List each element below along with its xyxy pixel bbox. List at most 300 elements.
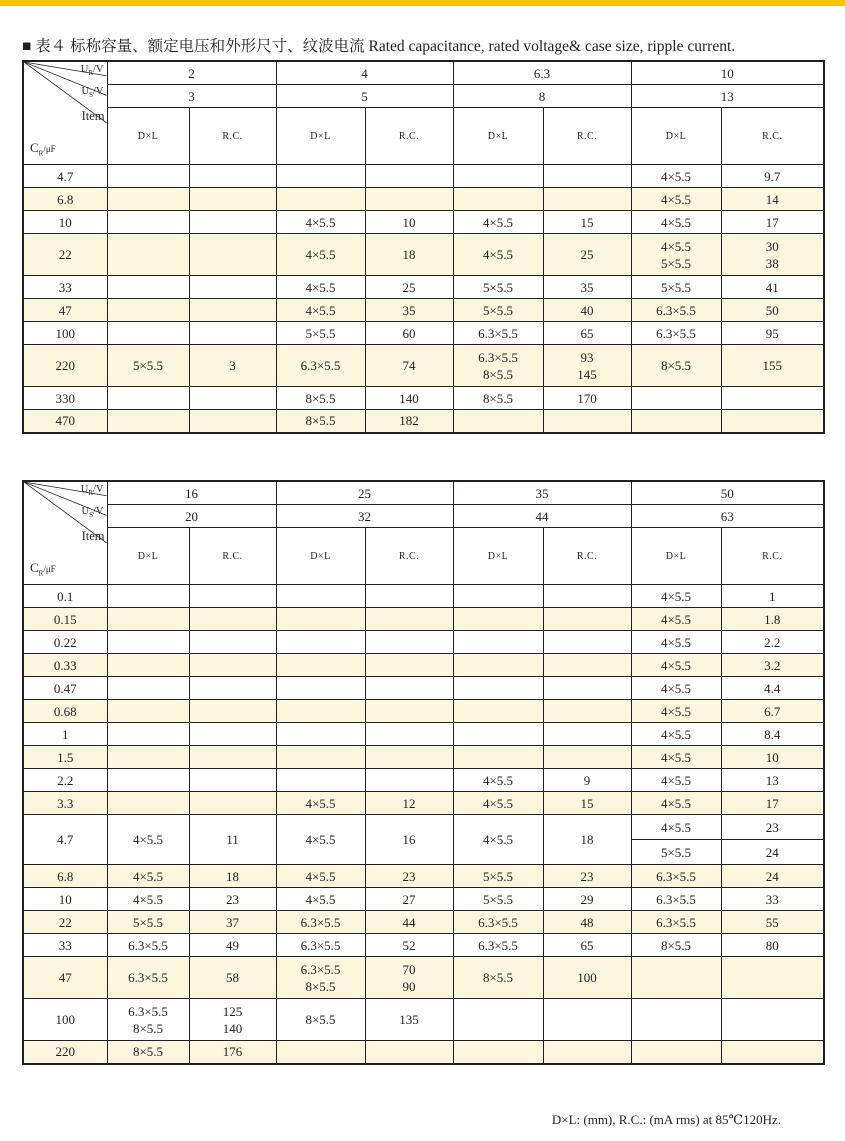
- case-size-cell: 4×5.5: [276, 276, 365, 299]
- surge-voltage-value: 44: [453, 505, 631, 528]
- case-size-cell: 5×5.5: [107, 345, 189, 387]
- ripple-current-cell: [365, 188, 453, 211]
- rated-voltage-value: 50: [631, 481, 824, 505]
- ripple-current-cell: [189, 165, 276, 188]
- table-row: [23, 631, 824, 654]
- capacitance-cell: 10: [23, 211, 107, 234]
- case-size-cell: [107, 769, 189, 792]
- surge-voltage-value: 13: [631, 85, 824, 108]
- case-size-cell: [107, 387, 189, 410]
- case-size-cell: [107, 792, 189, 815]
- ripple-current-cell: 44: [365, 911, 453, 934]
- table-row: [23, 165, 824, 188]
- ripple-current-cell: [543, 410, 631, 433]
- ripple-current-cell: [189, 654, 276, 677]
- ripple-current-cell: [543, 631, 631, 654]
- ripple-current-cell: 55: [721, 911, 824, 934]
- capacitance-cell: 0.15: [23, 608, 107, 631]
- case-size-cell: [453, 188, 543, 211]
- ripple-current-cell: 27: [365, 888, 453, 911]
- ripple-current-cell: 17: [721, 792, 824, 815]
- case-size-cell: 4×5.5: [453, 815, 543, 865]
- ripple-current-cell: 18: [365, 234, 453, 276]
- case-size-cell: 4×5.5: [631, 746, 721, 769]
- column-header-dl: D×L: [107, 528, 189, 585]
- case-size-cell: [276, 188, 365, 211]
- capacitance-cell: 0.47: [23, 677, 107, 700]
- case-size-cell: 4×5.5: [631, 608, 721, 631]
- capacitance-cell: 0.1: [23, 585, 107, 608]
- ripple-current-cell: 23: [189, 888, 276, 911]
- case-size-cell: 6.3×5.5: [453, 934, 543, 957]
- ripple-current-cell: [189, 792, 276, 815]
- capacitance-cell: 22: [23, 911, 107, 934]
- case-size-cell: 5×5.5: [631, 276, 721, 299]
- column-header-dl: D×L: [453, 108, 543, 165]
- case-size-cell: 6.3×5.5: [276, 911, 365, 934]
- case-size-cell: 4×5.5: [453, 211, 543, 234]
- case-size-cell: [107, 700, 189, 723]
- case-size-cell: [107, 608, 189, 631]
- column-header-dl: D×L: [276, 108, 365, 165]
- column-header-rc: R.C.: [721, 528, 824, 585]
- ripple-current-cell: 24: [721, 840, 824, 865]
- ripple-current-cell: 11: [189, 815, 276, 865]
- table-row: [23, 276, 824, 299]
- capacitance-cell: 10: [23, 888, 107, 911]
- capacitance-label: $C_R/\mu F$: [30, 140, 56, 158]
- ripple-current-cell: 25: [365, 276, 453, 299]
- ripple-current-cell: [189, 677, 276, 700]
- table-row: [23, 345, 824, 387]
- table-row: [23, 322, 824, 345]
- rated-voltage-label: $U_R/V$: [80, 484, 104, 498]
- ripple-current-cell: 4.4: [721, 677, 824, 700]
- ripple-current-cell: [189, 631, 276, 654]
- case-size-cell: [276, 746, 365, 769]
- case-size-cell: 6.3×5.5: [453, 322, 543, 345]
- ripple-current-cell: [721, 957, 824, 999]
- case-size-cell: [631, 387, 721, 410]
- capacitance-table-2: [22, 480, 825, 1065]
- top-accent-bar: [0, 0, 845, 6]
- case-size-cell: [631, 957, 721, 999]
- ripple-current-cell: [721, 410, 824, 433]
- case-size-cell: 6.3×5.5: [107, 934, 189, 957]
- footnote: D×L: (mm), R.C.: (mA rms) at 85℃120Hz.: [551, 1112, 781, 1127]
- rated-voltage-value: 6.3: [453, 61, 631, 85]
- case-size-cell: [631, 1041, 721, 1064]
- capacitance-cell: 1.5: [23, 746, 107, 769]
- ripple-current-cell: 58: [189, 957, 276, 999]
- case-size-cell: [107, 165, 189, 188]
- case-size-cell: [107, 723, 189, 746]
- ripple-current-cell: 140: [365, 387, 453, 410]
- capacitance-cell: 47: [23, 299, 107, 322]
- ripple-current-cell: [189, 234, 276, 276]
- column-header-dl: D×L: [276, 528, 365, 585]
- column-header-dl: D×L: [631, 108, 721, 165]
- ripple-current-cell: [365, 769, 453, 792]
- case-size-cell: 8×5.5: [107, 1041, 189, 1064]
- table-title: ■ 表４ 标称容量、额定电压和外形尺寸、纹波电流 Rated capacitance, rated voltage& case size, ripple current.: [22, 38, 736, 55]
- rated-voltage-value: 10: [631, 61, 824, 85]
- ripple-current-cell: 35: [365, 299, 453, 322]
- ripple-current-cell: 9.7: [721, 165, 824, 188]
- column-header-rc: R.C.: [543, 528, 631, 585]
- case-size-cell: 5×5.5: [453, 276, 543, 299]
- ripple-current-cell: 25: [543, 234, 631, 276]
- capacitance-cell: 1: [23, 723, 107, 746]
- case-size-cell: 4×5.5: [107, 815, 189, 865]
- ripple-current-cell: [543, 608, 631, 631]
- case-size-cell: [631, 999, 721, 1041]
- capacitance-cell: 100: [23, 999, 107, 1041]
- capacitance-table-1: [22, 60, 825, 434]
- ripple-current-cell: 65: [543, 322, 631, 345]
- ripple-current-cell: 74: [365, 345, 453, 387]
- ripple-current-cell: 6.7: [721, 700, 824, 723]
- ripple-current-cell: 60: [365, 322, 453, 345]
- ripple-current-cell: 1.8: [721, 608, 824, 631]
- surge-voltage-label: $U_S/V$: [81, 506, 104, 520]
- case-size-cell: [276, 723, 365, 746]
- ripple-current-cell: 125 140: [189, 999, 276, 1041]
- case-size-cell: 6.3×5.5: [276, 345, 365, 387]
- ripple-current-cell: [543, 723, 631, 746]
- ripple-current-cell: [365, 746, 453, 769]
- ripple-current-cell: [543, 165, 631, 188]
- case-size-cell: [107, 585, 189, 608]
- table-row: [23, 911, 824, 934]
- case-size-cell: [453, 677, 543, 700]
- case-size-cell: 5×5.5: [631, 840, 721, 865]
- table-row: [23, 410, 824, 433]
- case-size-cell: 5×5.5: [276, 322, 365, 345]
- table-row: [23, 934, 824, 957]
- case-size-cell: 8×5.5: [631, 345, 721, 387]
- capacitance-cell: 3.3: [23, 792, 107, 815]
- ripple-current-cell: [189, 608, 276, 631]
- table-row: [23, 1041, 824, 1064]
- case-size-cell: [107, 322, 189, 345]
- ripple-current-cell: 41: [721, 276, 824, 299]
- case-size-cell: 4×5.5: [107, 888, 189, 911]
- case-size-cell: [453, 1041, 543, 1064]
- ripple-current-cell: [543, 746, 631, 769]
- case-size-cell: 4×5.5: [631, 188, 721, 211]
- column-header-dl: D×L: [453, 528, 543, 585]
- ripple-current-cell: [189, 723, 276, 746]
- ripple-current-cell: 170: [543, 387, 631, 410]
- capacitance-cell: 220: [23, 345, 107, 387]
- case-size-cell: [453, 410, 543, 433]
- surge-voltage-value: 20: [107, 505, 276, 528]
- ripple-current-cell: 100: [543, 957, 631, 999]
- ripple-current-cell: 135: [365, 999, 453, 1041]
- capacitance-cell: 33: [23, 934, 107, 957]
- case-size-cell: 8×5.5: [631, 934, 721, 957]
- capacitance-cell: 330: [23, 387, 107, 410]
- ripple-current-cell: [365, 723, 453, 746]
- capacitance-cell: 470: [23, 410, 107, 433]
- ripple-current-cell: [189, 410, 276, 433]
- table-row: [23, 387, 824, 410]
- ripple-current-cell: [543, 1041, 631, 1064]
- case-size-cell: 4×5.5: [631, 723, 721, 746]
- header-diagonal-cell: [23, 61, 107, 165]
- case-size-cell: [276, 631, 365, 654]
- case-size-cell: 4×5.5: [453, 792, 543, 815]
- ripple-current-cell: 15: [543, 211, 631, 234]
- ripple-current-cell: 48: [543, 911, 631, 934]
- rated-voltage-value: 2: [107, 61, 276, 85]
- ripple-current-cell: [189, 387, 276, 410]
- surge-voltage-value: 3: [107, 85, 276, 108]
- capacitance-cell: 100: [23, 322, 107, 345]
- ripple-current-cell: 182: [365, 410, 453, 433]
- ripple-current-cell: [365, 1041, 453, 1064]
- case-size-cell: 4×5.5: [631, 700, 721, 723]
- case-size-cell: [107, 631, 189, 654]
- case-size-cell: [107, 677, 189, 700]
- ripple-current-cell: [543, 654, 631, 677]
- capacitance-cell: 220: [23, 1041, 107, 1064]
- case-size-cell: 6.3×5.5: [631, 888, 721, 911]
- table-row: [23, 723, 824, 746]
- ripple-current-cell: [189, 585, 276, 608]
- case-size-cell: 6.3×5.5: [453, 911, 543, 934]
- case-size-cell: 5×5.5: [453, 865, 543, 888]
- ripple-current-cell: [365, 654, 453, 677]
- table-row: [23, 211, 824, 234]
- ripple-current-cell: 33: [721, 888, 824, 911]
- case-size-cell: [453, 746, 543, 769]
- ripple-current-cell: 10: [721, 746, 824, 769]
- case-size-cell: 4×5.5: [276, 211, 365, 234]
- capacitance-cell: 0.68: [23, 700, 107, 723]
- ripple-current-cell: 23: [543, 865, 631, 888]
- ripple-current-cell: 35: [543, 276, 631, 299]
- case-size-cell: [453, 999, 543, 1041]
- table-row: [23, 299, 824, 322]
- ripple-current-cell: [189, 700, 276, 723]
- column-header-rc: R.C.: [189, 528, 276, 585]
- item-label: Item: [81, 109, 105, 123]
- case-size-cell: 4×5.5: [276, 865, 365, 888]
- column-header-rc: R.C.: [189, 108, 276, 165]
- ripple-current-cell: 18: [543, 815, 631, 865]
- case-size-cell: [453, 631, 543, 654]
- case-size-cell: [276, 654, 365, 677]
- ripple-current-cell: [543, 999, 631, 1041]
- case-size-cell: 4×5.5: [276, 792, 365, 815]
- case-size-cell: [107, 234, 189, 276]
- surge-voltage-value: 32: [276, 505, 453, 528]
- case-size-cell: 4×5.5: [107, 865, 189, 888]
- case-size-cell: 4×5.5: [276, 815, 365, 865]
- ripple-current-cell: 155: [721, 345, 824, 387]
- ripple-current-cell: 12: [365, 792, 453, 815]
- case-size-cell: 6.3×5.5: [107, 957, 189, 999]
- table-row: [23, 188, 824, 211]
- ripple-current-cell: 2.2: [721, 631, 824, 654]
- surge-voltage-label: $U_S/V$: [81, 86, 104, 100]
- case-size-cell: 6.3×5.5: [631, 911, 721, 934]
- case-size-cell: [107, 746, 189, 769]
- ripple-current-cell: [365, 165, 453, 188]
- case-size-cell: 8×5.5: [453, 387, 543, 410]
- column-header-rc: R.C.: [365, 108, 453, 165]
- case-size-cell: 6.3×5.5: [631, 865, 721, 888]
- column-header-rc: R.C.: [543, 108, 631, 165]
- ripple-current-cell: [189, 276, 276, 299]
- case-size-cell: [107, 299, 189, 322]
- table-row: [23, 654, 824, 677]
- ripple-current-cell: [543, 700, 631, 723]
- ripple-current-cell: [189, 769, 276, 792]
- ripple-current-cell: 8.4: [721, 723, 824, 746]
- case-size-cell: 8×5.5: [276, 999, 365, 1041]
- column-header-rc: R.C.: [721, 108, 824, 165]
- table-row: [23, 608, 824, 631]
- case-size-cell: [107, 410, 189, 433]
- ripple-current-cell: 95: [721, 322, 824, 345]
- case-size-cell: 6.3×5.5 8×5.5: [276, 957, 365, 999]
- case-size-cell: [453, 585, 543, 608]
- ripple-current-cell: 176: [189, 1041, 276, 1064]
- ripple-current-cell: [189, 746, 276, 769]
- ripple-current-cell: 93 145: [543, 345, 631, 387]
- table-row: [23, 677, 824, 700]
- ripple-current-cell: 52: [365, 934, 453, 957]
- table-row: [23, 234, 824, 276]
- table-row: [23, 700, 824, 723]
- capacitance-label: $C_R/\mu F$: [30, 560, 56, 578]
- table-row: [23, 865, 824, 888]
- table-row: [23, 815, 824, 840]
- ripple-current-cell: [365, 700, 453, 723]
- case-size-cell: 4×5.5: [631, 815, 721, 840]
- header-diagonal-cell: [23, 481, 107, 585]
- ripple-current-cell: [189, 322, 276, 345]
- rated-voltage-value: 35: [453, 481, 631, 505]
- capacitance-cell: 47: [23, 957, 107, 999]
- case-size-cell: [453, 723, 543, 746]
- surge-voltage-value: 8: [453, 85, 631, 108]
- case-size-cell: 4×5.5: [631, 654, 721, 677]
- case-size-cell: 6.3×5.5 8×5.5: [453, 345, 543, 387]
- ripple-current-cell: [721, 387, 824, 410]
- ripple-current-cell: 29: [543, 888, 631, 911]
- ripple-current-cell: 18: [189, 865, 276, 888]
- case-size-cell: 8×5.5: [276, 410, 365, 433]
- case-size-cell: 4×5.5: [631, 769, 721, 792]
- capacitance-cell: 2.2: [23, 769, 107, 792]
- ripple-current-cell: [189, 188, 276, 211]
- ripple-current-cell: [543, 585, 631, 608]
- ripple-current-cell: [721, 999, 824, 1041]
- ripple-current-cell: 40: [543, 299, 631, 322]
- capacitance-cell: 33: [23, 276, 107, 299]
- ripple-current-cell: [365, 631, 453, 654]
- ripple-current-cell: 3: [189, 345, 276, 387]
- case-size-cell: [276, 165, 365, 188]
- ripple-current-cell: 65: [543, 934, 631, 957]
- capacitance-cell: 22: [23, 234, 107, 276]
- case-size-cell: 6.3×5.5: [631, 299, 721, 322]
- case-size-cell: 4×5.5: [631, 165, 721, 188]
- case-size-cell: 6.3×5.5: [631, 322, 721, 345]
- table-row: [23, 957, 824, 999]
- column-header-dl: D×L: [631, 528, 721, 585]
- ripple-current-cell: 14: [721, 188, 824, 211]
- ripple-current-cell: 10: [365, 211, 453, 234]
- ripple-current-cell: [721, 1041, 824, 1064]
- ripple-current-cell: 49: [189, 934, 276, 957]
- case-size-cell: [107, 188, 189, 211]
- case-size-cell: [453, 608, 543, 631]
- case-size-cell: 4×5.5: [631, 211, 721, 234]
- table-row: [23, 746, 824, 769]
- case-size-cell: 4×5.5 5×5.5: [631, 234, 721, 276]
- case-size-cell: [453, 700, 543, 723]
- case-size-cell: [107, 654, 189, 677]
- capacitance-cell: 0.22: [23, 631, 107, 654]
- ripple-current-cell: 50: [721, 299, 824, 322]
- capacitance-cell: 6.8: [23, 865, 107, 888]
- ripple-current-cell: 23: [365, 865, 453, 888]
- ripple-current-cell: 16: [365, 815, 453, 865]
- ripple-current-cell: [189, 211, 276, 234]
- case-size-cell: 8×5.5: [453, 957, 543, 999]
- ripple-current-cell: 70 90: [365, 957, 453, 999]
- case-size-cell: [453, 654, 543, 677]
- ripple-current-cell: [365, 585, 453, 608]
- ripple-current-cell: [365, 677, 453, 700]
- table-row: [23, 792, 824, 815]
- ripple-current-cell: 9: [543, 769, 631, 792]
- rated-voltage-value: 25: [276, 481, 453, 505]
- table-row: [23, 585, 824, 608]
- ripple-current-cell: 3.2: [721, 654, 824, 677]
- case-size-cell: 4×5.5: [631, 585, 721, 608]
- surge-voltage-value: 63: [631, 505, 824, 528]
- capacitance-cell: 4.7: [23, 815, 107, 865]
- case-size-cell: 4×5.5: [631, 677, 721, 700]
- ripple-current-cell: [365, 608, 453, 631]
- column-header-rc: R.C.: [365, 528, 453, 585]
- case-size-cell: 4×5.5: [276, 299, 365, 322]
- case-size-cell: 6.3×5.5 8×5.5: [107, 999, 189, 1041]
- case-size-cell: [453, 165, 543, 188]
- case-size-cell: 8×5.5: [276, 387, 365, 410]
- case-size-cell: 4×5.5: [276, 888, 365, 911]
- case-size-cell: [276, 677, 365, 700]
- capacitance-cell: 4.7: [23, 165, 107, 188]
- case-size-cell: [276, 769, 365, 792]
- ripple-current-cell: 30 38: [721, 234, 824, 276]
- case-size-cell: 4×5.5: [453, 234, 543, 276]
- ripple-current-cell: 13: [721, 769, 824, 792]
- case-size-cell: 6.3×5.5: [276, 934, 365, 957]
- ripple-current-cell: [543, 188, 631, 211]
- capacitance-cell: 0.33: [23, 654, 107, 677]
- column-header-dl: D×L: [107, 108, 189, 165]
- case-size-cell: [631, 410, 721, 433]
- ripple-current-cell: [543, 677, 631, 700]
- surge-voltage-value: 5: [276, 85, 453, 108]
